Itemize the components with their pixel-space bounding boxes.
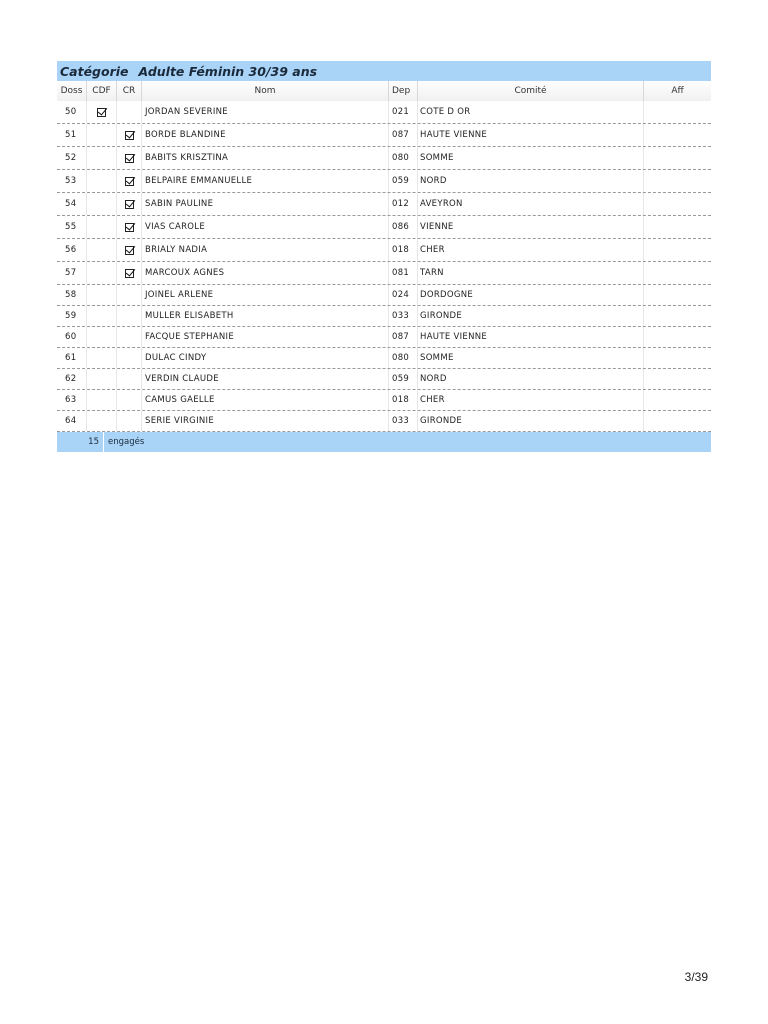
cell-doss: 59 [57, 306, 87, 326]
cell-doss: 57 [57, 262, 87, 284]
cell-nom: CAMUS GAELLE [142, 390, 389, 410]
cell-aff [644, 239, 711, 261]
cell-doss: 52 [57, 147, 87, 169]
checked-box-icon [125, 246, 134, 255]
cell-dep: 018 [389, 390, 418, 410]
cell-cdf [87, 239, 117, 261]
table-row [57, 411, 711, 432]
table-row [57, 306, 711, 327]
cell-comite: AVEYRON [418, 193, 644, 215]
cell-cr [117, 147, 142, 169]
table-row [57, 101, 711, 124]
cell-aff [644, 306, 711, 326]
table-row [57, 262, 711, 285]
cell-cdf [87, 306, 117, 326]
cell-aff [644, 193, 711, 215]
cell-cdf [87, 348, 117, 368]
cell-cdf [87, 411, 117, 431]
cell-dep: 059 [389, 170, 418, 192]
cell-dep: 086 [389, 216, 418, 238]
cell-cdf [87, 170, 117, 192]
cell-aff [644, 411, 711, 431]
table-row [57, 348, 711, 369]
cell-cdf [87, 390, 117, 410]
cell-dep: 080 [389, 147, 418, 169]
cell-doss: 51 [57, 124, 87, 146]
cell-aff [644, 170, 711, 192]
table-row [57, 327, 711, 348]
category-label: Catégorie [60, 63, 129, 79]
table-row [57, 170, 711, 193]
cell-aff [644, 369, 711, 389]
cell-aff [644, 327, 711, 347]
cell-comite: HAUTE VIENNE [418, 327, 644, 347]
cell-nom: DULAC CINDY [142, 348, 389, 368]
cell-cr [117, 369, 142, 389]
table-row [57, 285, 711, 306]
cell-cdf [87, 101, 117, 123]
cell-doss: 62 [57, 369, 87, 389]
cell-doss: 58 [57, 285, 87, 305]
cell-nom: BABITS KRISZTINA [142, 147, 389, 169]
cell-comite: SOMME [418, 348, 644, 368]
cell-comite: NORD [418, 369, 644, 389]
cell-dep: 087 [389, 327, 418, 347]
cell-cdf [87, 193, 117, 215]
table-row [57, 239, 711, 262]
col-header-doss: Doss [57, 81, 87, 101]
cell-cdf [87, 147, 117, 169]
table-header [57, 81, 711, 101]
cell-comite: NORD [418, 170, 644, 192]
cell-nom: SERIE VIRGINIE [142, 411, 389, 431]
cell-cr [117, 390, 142, 410]
cell-comite: COTE D OR [418, 101, 644, 123]
cell-aff [644, 147, 711, 169]
cell-doss: 56 [57, 239, 87, 261]
checked-box-icon [125, 131, 134, 140]
cell-nom: MARCOUX AGNES [142, 262, 389, 284]
cell-doss: 63 [57, 390, 87, 410]
checked-box-icon [125, 223, 134, 232]
cell-cr [117, 306, 142, 326]
cell-dep: 080 [389, 348, 418, 368]
cell-comite: VIENNE [418, 216, 644, 238]
cell-doss: 50 [57, 101, 87, 123]
cell-cr [117, 411, 142, 431]
cell-dep: 024 [389, 285, 418, 305]
cell-nom: VERDIN CLAUDE [142, 369, 389, 389]
table-footer [57, 432, 711, 452]
cell-cr [117, 101, 142, 123]
cell-cr [117, 262, 142, 284]
cell-nom: JOINEL ARLENE [142, 285, 389, 305]
table-row [57, 124, 711, 147]
table-body [57, 101, 711, 432]
cell-nom: BRIALY NADIA [142, 239, 389, 261]
cell-comite: GIRONDE [418, 306, 644, 326]
cell-dep: 012 [389, 193, 418, 215]
table-row [57, 216, 711, 239]
category-header [57, 61, 711, 81]
cell-dep: 033 [389, 411, 418, 431]
cell-cr [117, 239, 142, 261]
checked-box-icon [97, 108, 106, 117]
cell-dep: 033 [389, 306, 418, 326]
table-row [57, 147, 711, 170]
cell-cr [117, 285, 142, 305]
cell-aff [644, 262, 711, 284]
col-header-cdf: CDF [87, 81, 117, 101]
cell-comite: HAUTE VIENNE [418, 124, 644, 146]
cell-dep: 087 [389, 124, 418, 146]
cell-cdf [87, 327, 117, 347]
cell-cr [117, 327, 142, 347]
registration-sheet [57, 61, 711, 452]
cell-dep: 059 [389, 369, 418, 389]
cell-dep: 021 [389, 101, 418, 123]
cell-nom: MULLER ELISABETH [142, 306, 389, 326]
cell-cr [117, 170, 142, 192]
cell-doss: 64 [57, 411, 87, 431]
col-header-cr: CR [117, 81, 142, 101]
page-number: 3/39 [684, 970, 708, 984]
checked-box-icon [125, 177, 134, 186]
cell-cr [117, 193, 142, 215]
cell-aff [644, 216, 711, 238]
cell-comite: DORDOGNE [418, 285, 644, 305]
col-header-comite: Comité [418, 81, 644, 101]
cell-nom: VIAS CAROLE [142, 216, 389, 238]
checked-box-icon [125, 200, 134, 209]
table-row [57, 390, 711, 411]
entrant-count-label: engagés [108, 437, 145, 447]
cell-aff [644, 101, 711, 123]
cell-doss: 55 [57, 216, 87, 238]
cell-doss: 53 [57, 170, 87, 192]
checked-box-icon [125, 154, 134, 163]
cell-nom: BORDE BLANDINE [142, 124, 389, 146]
cell-cdf [87, 216, 117, 238]
table-row [57, 193, 711, 216]
cell-comite: CHER [418, 239, 644, 261]
col-header-nom: Nom [142, 81, 389, 101]
cell-doss: 60 [57, 327, 87, 347]
cell-nom: JORDAN SEVERINE [142, 101, 389, 123]
cell-dep: 018 [389, 239, 418, 261]
cell-aff [644, 348, 711, 368]
cell-cdf [87, 285, 117, 305]
cell-cdf [87, 369, 117, 389]
cell-aff [644, 124, 711, 146]
cell-nom: FACQUE STEPHANIE [142, 327, 389, 347]
cell-cr [117, 216, 142, 238]
cell-doss: 61 [57, 348, 87, 368]
entrant-count: 15 [88, 437, 99, 447]
cell-comite: GIRONDE [418, 411, 644, 431]
cell-nom: SABIN PAULINE [142, 193, 389, 215]
col-header-dep: Dep [389, 81, 418, 101]
cell-comite: CHER [418, 390, 644, 410]
cell-comite: TARN [418, 262, 644, 284]
footer-divider [103, 432, 104, 452]
category-name: Adulte Féminin 30/39 ans [138, 63, 318, 79]
cell-aff [644, 390, 711, 410]
cell-cr [117, 124, 142, 146]
cell-doss: 54 [57, 193, 87, 215]
table-row [57, 369, 711, 390]
cell-cdf [87, 262, 117, 284]
checked-box-icon [125, 269, 134, 278]
col-header-aff: Aff [644, 81, 711, 101]
cell-comite: SOMME [418, 147, 644, 169]
cell-nom: BELPAIRE EMMANUELLE [142, 170, 389, 192]
cell-dep: 081 [389, 262, 418, 284]
cell-aff [644, 285, 711, 305]
cell-cdf [87, 124, 117, 146]
cell-cr [117, 348, 142, 368]
